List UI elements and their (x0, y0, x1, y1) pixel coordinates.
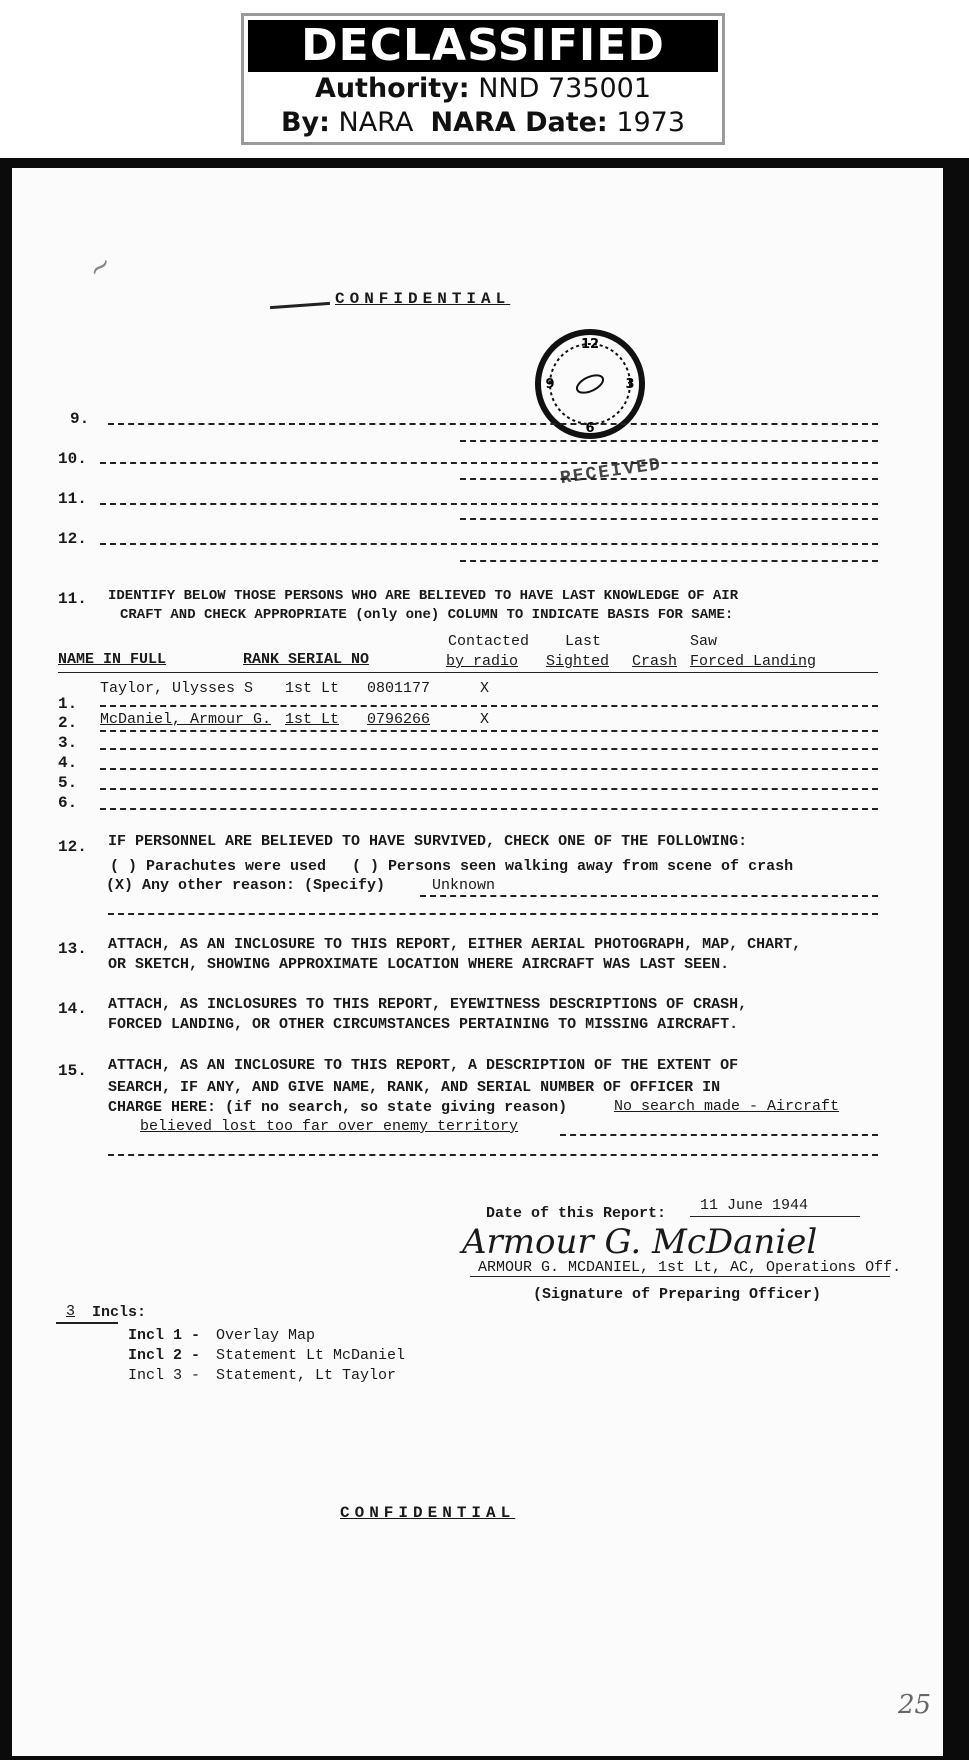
row-name: Taylor, Ulysses S (100, 680, 254, 697)
report-date-value: 11 June 1944 (700, 1197, 809, 1214)
blank-line (100, 503, 878, 505)
stamp-title: DECLASSIFIED (248, 20, 718, 72)
item-11-text-line2: CRAFT AND CHECK APPROPRIATE (only one) COLUMN TO INDICATE BASIS FOR SAME: (120, 607, 734, 623)
nara-date-value: 1973 (616, 107, 686, 138)
item-15-line3: CHARGE HERE: (if no search, so state giving reason) (108, 1099, 568, 1116)
row-serial: 0796266 (367, 711, 431, 728)
row-line (100, 748, 878, 750)
blank-line (460, 518, 878, 520)
item-12-other-value: Unknown (432, 877, 496, 894)
row-line (100, 730, 878, 732)
declassified-stamp (241, 13, 725, 145)
blank-line (460, 478, 878, 480)
enclosure-3-label: Incl 3 - (128, 1367, 201, 1384)
enclosure-count: 3 (66, 1303, 76, 1320)
line-number-11: 11. (58, 490, 87, 508)
item-12-number: 12. (58, 838, 87, 856)
row-name: McDaniel, Armour G. (100, 711, 272, 728)
received-stamp-text: RECEIVED (559, 454, 664, 490)
enclosure-1-value: Overlay Map (216, 1327, 316, 1344)
svg-text:12: 12 (580, 337, 600, 352)
svg-text:9: 9 (545, 377, 555, 392)
signature-caption: (Signature of Preparing Officer) (533, 1286, 822, 1303)
item-13-number: 13. (58, 940, 87, 958)
enclosure-3-value: Statement, Lt Taylor (216, 1367, 397, 1384)
line-number-10: 10. (58, 450, 87, 468)
authority-value: NND 735001 (478, 73, 652, 104)
answer-line (108, 913, 878, 915)
blank-line (108, 423, 878, 425)
col-saw-bottom: Forced Landing (690, 653, 817, 670)
classification-bottom: CONFIDENTIAL (340, 1504, 516, 1522)
row-line (100, 808, 878, 810)
col-contacted-top: Contacted (448, 633, 530, 650)
officer-signature: Armour G. McDaniel (462, 1222, 818, 1262)
typed-officer-name: ARMOUR G. MCDANIEL, 1st Lt, AC, Operations Off. (478, 1259, 902, 1276)
item-12-option-parachutes: ( ) Parachutes were used (110, 858, 327, 875)
header-rule (58, 672, 878, 673)
line-number-12: 12. (58, 530, 87, 548)
item-13-line2: OR SKETCH, SHOWING APPROXIMATE LOCATION WHERE AIRCRAFT WAS LAST SEEN. (108, 956, 730, 973)
item-15-line2: SEARCH, IF ANY, AND GIVE NAME, RANK, AND SERIAL NUMBER OF OFFICER IN (108, 1079, 721, 1096)
row-mark: X (480, 680, 490, 697)
item-13-line1: ATTACH, AS AN INCLOSURE TO THIS REPORT, EITHER AERIAL PHOTOGRAPH, MAP, CHART, (108, 936, 802, 953)
page-number-note: 25 (898, 1690, 932, 1720)
item-12-option-other-box: (X) (106, 877, 134, 894)
blank-line (460, 560, 878, 562)
row-number: 5. (58, 774, 78, 792)
line-number-9: 9. (70, 410, 90, 428)
stamp-by (244, 106, 722, 140)
item-11-number: 11. (58, 590, 87, 608)
item-15-answer1: No search made - Aircraft (614, 1098, 840, 1115)
row-number: 3. (58, 734, 78, 752)
by-label: By: (280, 107, 330, 138)
item-15-answer2: believed lost too far over enemy territory (140, 1118, 519, 1135)
enclosure-1-label: Incl 1 - (128, 1327, 201, 1344)
item-11-text-line1: IDENTIFY BELOW THOSE PERSONS WHO ARE BELIEVED TO HAVE LAST KNOWLEDGE OF AIR (108, 588, 739, 604)
answer-line (560, 1134, 878, 1136)
enclosure-2-value: Statement Lt McDaniel (216, 1347, 406, 1364)
date-line (690, 1216, 860, 1217)
row-number: 2. (58, 714, 78, 732)
row-rank: 1st Lt (285, 711, 340, 728)
svg-text:3: 3 (625, 377, 635, 392)
item-12-option-walking: ( ) Persons seen walking away from scene of crash (352, 858, 794, 875)
item-15-number: 15. (58, 1062, 87, 1080)
blank-line (100, 543, 878, 545)
blank-line (460, 440, 878, 442)
row-serial: 0801177 (367, 680, 431, 697)
stamp-authority (244, 72, 722, 106)
item-14-line2: FORCED LANDING, OR OTHER CIRCUMSTANCES PERTAINING TO MISSING AIRCRAFT. (108, 1016, 739, 1033)
item-15-line1: ATTACH, AS AN INCLOSURE TO THIS REPORT, A DESCRIPTION OF THE EXTENT OF (108, 1057, 739, 1074)
item-12-text: IF PERSONNEL ARE BELIEVED TO HAVE SURVIVED, CHECK ONE OF THE FOLLOWING: (108, 833, 748, 850)
col-contacted-bottom: by radio (446, 653, 519, 670)
row-number: 1. (58, 695, 78, 713)
col-saw-top: Saw (690, 633, 718, 650)
row-number: 4. (58, 754, 78, 772)
item-14-line1: ATTACH, AS INCLOSURES TO THIS REPORT, EYEWITNESS DESCRIPTIONS OF CRASH, (108, 996, 748, 1013)
row-mark: X (480, 711, 490, 728)
col-crash: Crash (632, 653, 678, 670)
col-name-in-full: NAME IN FULL (58, 651, 167, 668)
col-rank-serial: RANK SERIAL NO (243, 651, 370, 668)
answer-line (420, 895, 878, 897)
svg-text:6: 6 (585, 421, 595, 436)
row-line (100, 768, 878, 770)
enclosure-rule (56, 1322, 118, 1324)
row-number: 6. (58, 794, 78, 812)
blank-line (100, 462, 878, 464)
col-last-top: Last (565, 633, 602, 650)
report-date-label: Date of this Report: (486, 1205, 667, 1222)
classification-top: CONFIDENTIAL (335, 290, 511, 308)
signature-line (470, 1276, 890, 1277)
by-value: NARA (338, 107, 414, 138)
nara-date-label: NARA Date: (430, 107, 608, 138)
item-12-option-other: Any other reason: (Specify) (142, 877, 386, 894)
row-line (100, 705, 878, 707)
col-last-bottom: Sighted (546, 653, 610, 670)
authority-label: Authority: (314, 73, 470, 104)
answer-line (108, 1154, 878, 1156)
row-line (100, 788, 878, 790)
item-14-number: 14. (58, 1000, 87, 1018)
margin-handwriting: ~ (80, 246, 120, 287)
enclosure-2-label: Incl 2 - (128, 1347, 201, 1364)
enclosures-label: Incls: (92, 1304, 147, 1321)
row-rank: 1st Lt (285, 680, 340, 697)
